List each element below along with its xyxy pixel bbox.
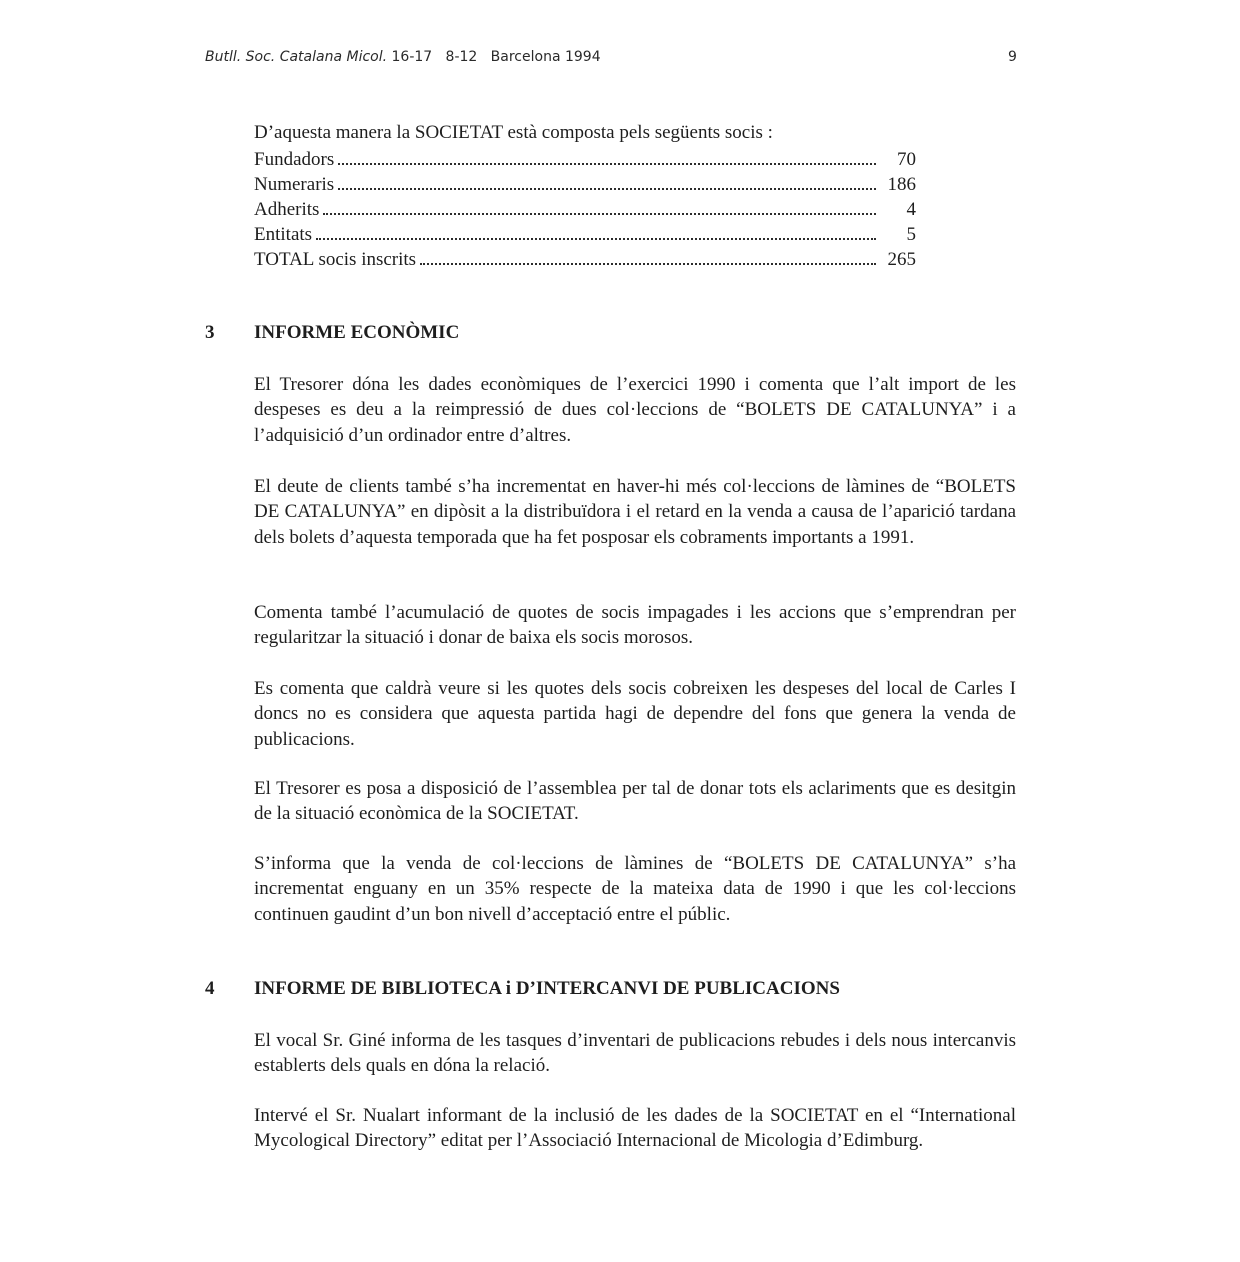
dot-leader bbox=[338, 188, 876, 190]
section-3-paragraph: Comenta també l’acumulació de quotes de socis impagades i les accions que s’emprendran per regularitzar la situació i donar de baixa els socis morosos. bbox=[254, 602, 1016, 649]
section-3-paragraph: El Tresorer es posa a disposició de l’assemblea per tal de donar tots els aclariments que es desitgin de la situació econòmica de la SOCIETAT. bbox=[254, 778, 1016, 825]
dot-leader bbox=[420, 263, 876, 265]
member-count: 265 bbox=[887, 249, 916, 270]
section-4-paragraph: Intervé el Sr. Nualart informant de la inclusió de les dades de la SOCIETAT en el “International Mycological Directory” editat per l’Associació Internacional de Micologia d’Edimburg. bbox=[254, 1105, 1016, 1152]
member-count: 186 bbox=[887, 174, 916, 195]
section-3-paragraph: Es comenta que caldrà veure si les quotes dels socis cobreixen les despeses del local de Carles I doncs no es considera que aquesta partida hagi de dependre del fons que genera la venda de publicacions. bbox=[254, 678, 1016, 750]
section-3-paragraph: El Tresorer dóna les dades econòmiques de l’exercici 1990 i comenta que l’alt import de les despeses es deu a la reimpressió de dues col·leccions de “BOLETS DE CATALUNYA” i a l’adquisició d’un ordinador entre d’altres. bbox=[254, 374, 1016, 446]
members-table bbox=[254, 147, 916, 272]
section-3-paragraph: El deute de clients també s’ha incrementat en haver-hi més col·leccions de làmines de “BOLETS DE CATALUNYA” en dipòsit a la distribuïdora i el retard en la venda a causa de l’aparició tardana dels bolets d’aquesta temporada que ha fet posposar els cobraments importants a 1991. bbox=[254, 476, 1016, 548]
member-label: Fundadors bbox=[254, 149, 335, 170]
member-row-total bbox=[254, 247, 916, 272]
member-label: Numeraris bbox=[254, 174, 335, 195]
section-3-paragraph: S’informa que la venda de col·leccions de làmines de “BOLETS DE CATALUNYA” s’ha incrementat enguany en un 35% respecte de la mateixa data de 1990 i que les col·leccions continuen gaudint d’un bon nivell d’acceptació entre el públic. bbox=[254, 853, 1016, 925]
section-4-paragraph: El vocal Sr. Giné informa de les tasques d’inventari de publicacions rebudes i dels nous intercanvis establerts dels quals en dóna la relació. bbox=[254, 1030, 1016, 1077]
member-count: 70 bbox=[897, 149, 916, 170]
section-3-number: 3 bbox=[205, 322, 215, 343]
member-row bbox=[254, 222, 916, 247]
member-count: 5 bbox=[906, 224, 916, 245]
member-row bbox=[254, 172, 916, 197]
member-label: Adherits bbox=[254, 199, 320, 220]
journal-name: Butll. Soc. Catalana Micol. bbox=[205, 49, 388, 65]
member-count: 4 bbox=[906, 199, 916, 220]
section-4-title: INFORME DE BIBLIOTECA i D’INTERCANVI DE PUBLICACIONS bbox=[254, 978, 840, 999]
running-header bbox=[205, 49, 601, 65]
dot-leader bbox=[323, 213, 876, 215]
members-intro: D’aquesta manera la SOCIETAT està composta pels següents socis : bbox=[254, 122, 773, 143]
section-3-title: INFORME ECONÒMIC bbox=[254, 322, 460, 343]
volume-details: 16-17 8-12 Barcelona 1994 bbox=[391, 49, 601, 65]
member-label: TOTAL socis inscrits bbox=[254, 249, 417, 270]
page-number: 9 bbox=[1008, 49, 1017, 65]
dot-leader bbox=[338, 163, 876, 165]
member-row bbox=[254, 147, 916, 172]
section-4-number: 4 bbox=[205, 978, 215, 999]
member-label: Entitats bbox=[254, 224, 313, 245]
dot-leader bbox=[316, 238, 876, 240]
member-row bbox=[254, 197, 916, 222]
